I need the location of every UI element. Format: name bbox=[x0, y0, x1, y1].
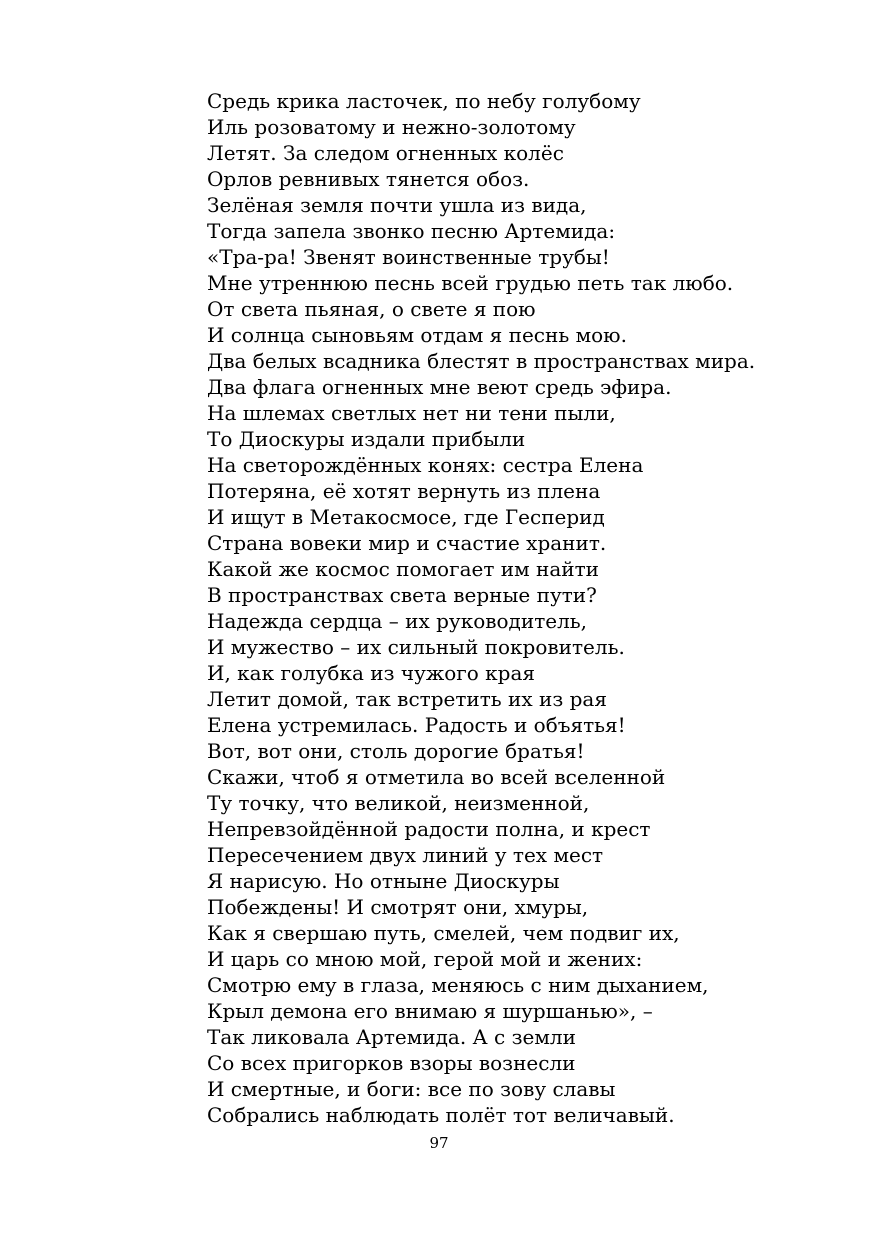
poem-line: Смотрю ему в глаза, меняюсь с ним дыханием, bbox=[207, 973, 709, 997]
poem-line: И смертные, и боги: все по зову славы bbox=[207, 1077, 616, 1101]
poem-line: Надежда сердца – их руководитель, bbox=[207, 609, 588, 633]
poem-line: Какой же космос помогает им найти bbox=[207, 557, 599, 581]
poem-text bbox=[207, 88, 827, 1128]
poem-line: Летят. За следом огненных колёс bbox=[207, 141, 564, 165]
poem-line: Средь крика ласточек, по небу голубому bbox=[207, 89, 641, 113]
page-number: 97 bbox=[429, 1134, 449, 1152]
poem-line: Я нарисую. Но отныне Диоскуры bbox=[207, 869, 560, 893]
poem-line: На светорождённых конях: сестра Елена bbox=[207, 453, 644, 477]
poem-line: «Тра-ра! Звенят воинственные трубы! bbox=[207, 245, 610, 269]
poem-line: Побеждены! И смотрят они, хмуры, bbox=[207, 895, 589, 919]
poem-line: Иль розоватому и нежно-золотому bbox=[207, 115, 576, 139]
poem-line: И мужество – их сильный покровитель. bbox=[207, 635, 625, 659]
poem-line: И царь со мною мой, герой мой и жених: bbox=[207, 947, 643, 971]
poem-line: От света пьяная, о свете я пою bbox=[207, 297, 536, 321]
poem-line: И солнца сыновьям отдам я песнь мою. bbox=[207, 323, 627, 347]
poem-line: Собрались наблюдать полёт тот величавый. bbox=[207, 1103, 675, 1127]
poem-line: Потеряна, её хотят вернуть из плена bbox=[207, 479, 601, 503]
poem-line: Орлов ревнивых тянется обоз. bbox=[207, 167, 530, 191]
poem-line: Два белых всадника блестят в пространствах мира. bbox=[207, 349, 756, 373]
poem-line: Страна вовеки мир и счастие хранит. bbox=[207, 531, 607, 555]
poem-line: Скажи, чтоб я отметила во всей вселенной bbox=[207, 765, 666, 789]
poem-line: Ту точку, что великой, неизменной, bbox=[207, 791, 590, 815]
poem-line: Крыл демона его внимаю я шуршанью», – bbox=[207, 999, 653, 1023]
poem-line: В пространствах света верные пути? bbox=[207, 583, 597, 607]
poem-line: И, как голубка из чужого края bbox=[207, 661, 535, 685]
poem-line: Елена устремилась. Радость и объятья! bbox=[207, 713, 626, 737]
poem-line: Два флага огненных мне веют средь эфира. bbox=[207, 375, 672, 399]
poem-line: Зелёная земля почти ушла из вида, bbox=[207, 193, 587, 217]
poem-line: Со всех пригорков взоры вознесли bbox=[207, 1051, 576, 1075]
poem-line: Так ликовала Артемида. А с земли bbox=[207, 1025, 576, 1049]
poem-line: Вот, вот они, столь дорогие братья! bbox=[207, 739, 585, 763]
poem-line: Непревзойдённой радости полна, и крест bbox=[207, 817, 651, 841]
poem-line: Как я свершаю путь, смелей, чем подвиг их, bbox=[207, 921, 680, 945]
poem-line: Мне утреннюю песнь всей грудью петь так любо. bbox=[207, 271, 734, 295]
poem-line: На шлемах светлых нет ни тени пыли, bbox=[207, 401, 616, 425]
poem-line: То Диоскуры издали прибыли bbox=[207, 427, 526, 451]
poem-line: И ищут в Метакосмосе, где Гесперид bbox=[207, 505, 605, 529]
poem-line: Летит домой, так встретить их из рая bbox=[207, 687, 607, 711]
poem-line: Тогда запела звонко песню Артемида: bbox=[207, 219, 616, 243]
poem-line: Пересечением двух линий у тех мест bbox=[207, 843, 604, 867]
